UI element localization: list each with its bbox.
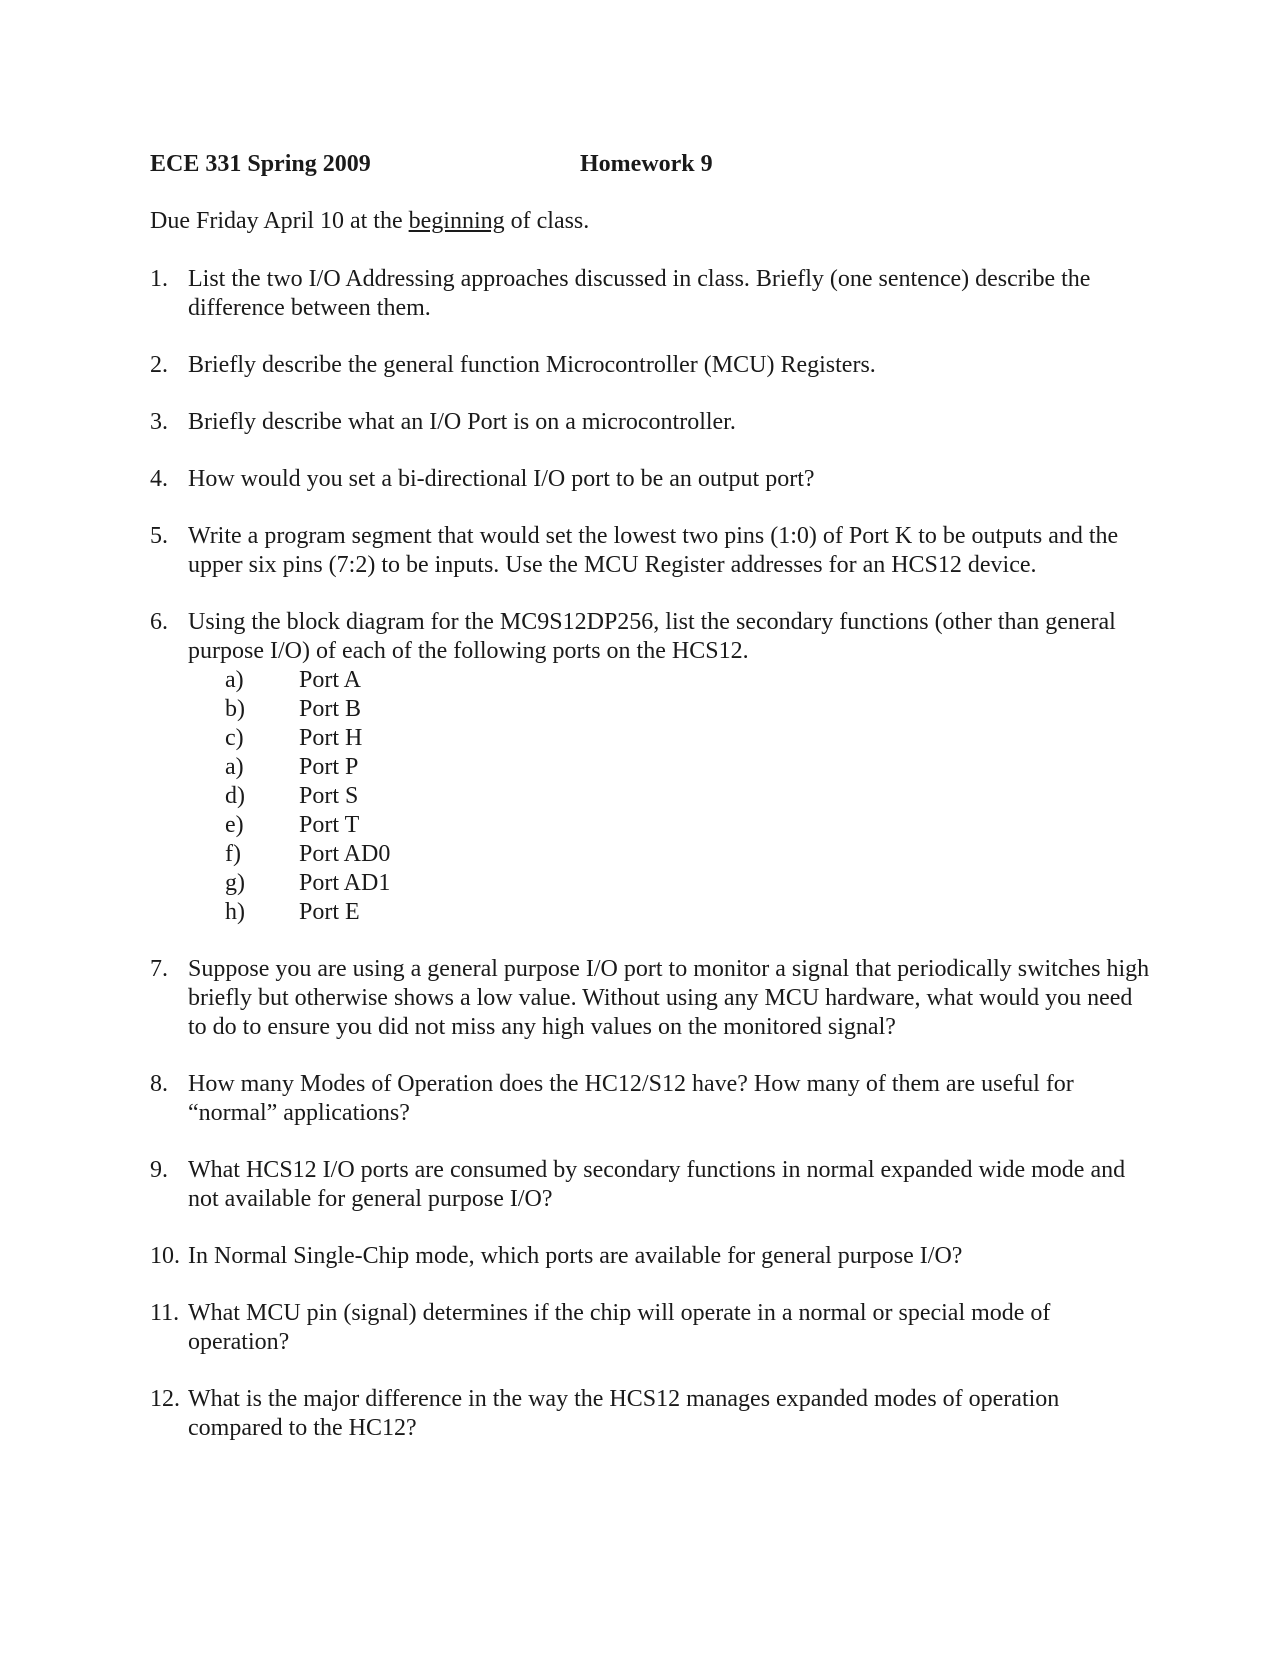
item-letter: h) xyxy=(225,899,245,925)
question-3 xyxy=(150,408,1150,437)
question-1 xyxy=(150,265,1150,323)
question-11 xyxy=(150,1299,1150,1357)
list-item xyxy=(188,695,1150,724)
question-number: 3. xyxy=(150,409,168,435)
question-number: 9. xyxy=(150,1157,168,1183)
question-text: Suppose you are using a general purpose I/O port to monitor a signal that periodically switches high briefly but otherwise shows a low value. Without using any MCU hardware, what would you need to do to ensure you did not miss any high values on the monitored signal? xyxy=(188,956,1150,1040)
question-8 xyxy=(150,1070,1150,1128)
question-text: How would you set a bi-directional I/O port to be an output port? xyxy=(188,466,815,492)
question-6 xyxy=(150,608,1150,927)
port-list xyxy=(188,666,1150,927)
question-2 xyxy=(150,351,1150,380)
due-date-line xyxy=(150,207,589,236)
question-text: Briefly describe what an I/O Port is on a microcontroller. xyxy=(188,409,736,435)
question-number: 11. xyxy=(150,1300,180,1326)
question-7 xyxy=(150,955,1150,1042)
list-item xyxy=(188,724,1150,753)
question-list xyxy=(150,265,1150,1471)
question-number: 2. xyxy=(150,352,168,378)
item-port: Port H xyxy=(299,725,363,751)
list-item xyxy=(188,898,1150,927)
document-header xyxy=(150,150,1150,180)
item-port: Port A xyxy=(299,667,362,693)
item-letter: g) xyxy=(225,870,245,896)
item-letter: f) xyxy=(225,841,241,867)
list-item xyxy=(188,869,1150,898)
list-item xyxy=(188,753,1150,782)
question-text: How many Modes of Operation does the HC12/S12 have? How many of them are useful for “normal” applications? xyxy=(188,1071,1074,1126)
question-text: What is the major difference in the way the HCS12 manages expanded modes of operation compared to the HC12? xyxy=(188,1386,1060,1441)
item-port: Port T xyxy=(299,812,360,838)
due-suffix: of class. xyxy=(504,208,590,234)
question-12 xyxy=(150,1385,1150,1443)
item-port: Port AD1 xyxy=(299,870,391,896)
question-number: 8. xyxy=(150,1071,168,1097)
list-item xyxy=(188,782,1150,811)
question-number: 6. xyxy=(150,609,168,635)
item-port: Port B xyxy=(299,696,362,722)
question-number: 4. xyxy=(150,466,168,492)
list-item xyxy=(188,811,1150,840)
question-text: Briefly describe the general function Microcontroller (MCU) Registers. xyxy=(188,352,876,378)
question-9 xyxy=(150,1156,1150,1214)
due-emphasis: beginning xyxy=(408,208,505,234)
course-title: ECE 331 Spring 2009 xyxy=(150,151,371,177)
item-port: Port AD0 xyxy=(299,841,391,867)
question-text: Using the block diagram for the MC9S12DP256, list the secondary functions (other than general purpose I/O) of each of the following ports on the HCS12. xyxy=(188,609,1116,664)
question-number: 5. xyxy=(150,523,168,549)
question-5 xyxy=(150,522,1150,580)
question-number: 1. xyxy=(150,266,168,292)
item-port: Port E xyxy=(299,899,360,925)
item-port: Port S xyxy=(299,783,359,809)
question-text: Write a program segment that would set the lowest two pins (1:0) of Port K to be outputs and the upper six pins (7:2) to be inputs. Use the MCU Register addresses for an HCS12 device. xyxy=(188,523,1119,578)
item-letter: e) xyxy=(225,812,244,838)
question-10 xyxy=(150,1242,1150,1271)
list-item xyxy=(188,666,1150,695)
question-number: 12. xyxy=(150,1386,180,1412)
assignment-title: Homework 9 xyxy=(580,151,713,177)
question-text: List the two I/O Addressing approaches discussed in class. Briefly (one sentence) describe the difference between them. xyxy=(188,266,1091,321)
item-port: Port P xyxy=(299,754,359,780)
item-letter: a) xyxy=(225,667,244,693)
item-letter: d) xyxy=(225,783,245,809)
due-prefix: Due Friday April 10 at the xyxy=(150,208,409,234)
item-letter: a) xyxy=(225,754,244,780)
question-number: 7. xyxy=(150,956,168,982)
question-4 xyxy=(150,465,1150,494)
list-item xyxy=(188,840,1150,869)
item-letter: b) xyxy=(225,696,245,722)
question-text: In Normal Single-Chip mode, which ports are available for general purpose I/O? xyxy=(188,1243,963,1269)
question-number: 10. xyxy=(150,1243,180,1269)
item-letter: c) xyxy=(225,725,244,751)
question-text: What HCS12 I/O ports are consumed by secondary functions in normal expanded wide mode and not available for general purpose I/O? xyxy=(188,1157,1126,1212)
question-text: What MCU pin (signal) determines if the chip will operate in a normal or special mode of operation? xyxy=(188,1300,1051,1355)
